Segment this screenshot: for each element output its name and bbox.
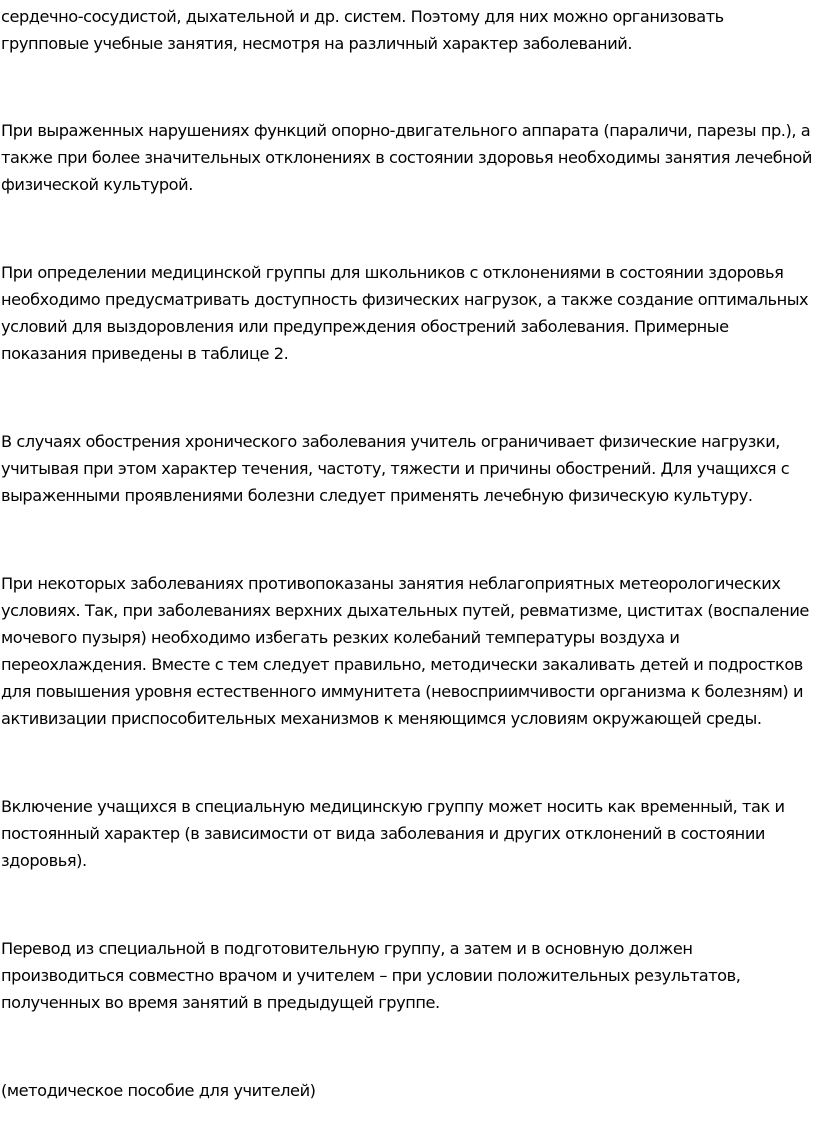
paragraph-weather-conditions: При некоторых заболеваниях противопоказаны занятия неблагоприятных метеорологических условиях. Так, при заболеваниях верхних дыхательных путей, ревматизме, циститах (воспаление мочевого пузыря) необходимо избегать резких колебаний температуры воздуха и переохлаждения. Вместе с тем следует правильно, методически закаливать детей и подростков для повышения уровня естественного иммунитета (невосприимчивости организма к болезням) и активизации приспособительных механизмов к меняющимся условиям окружающей среды.: [1, 574, 809, 728]
paragraph-medical-group: При определении медицинской группы для школьников с отклонениями в состоянии здоровья необходимо предусматривать доступность физических нагрузок, а также создание оптимальных условий для выздоровления или предупреждения обострений заболевания. Примерные показания приведены в таблице 2.: [1, 263, 809, 363]
paragraph-musculoskeletal: При выраженных нарушениях функций опорно-двигательного аппарата (параличи, парезы пр.), а также при более значительных отклонениях в состоянии здоровья необходимы занятия лечебной физической культурой.: [1, 121, 812, 194]
paragraph-chronic-exacerbation: В случаях обострения хронического заболевания учитель ограничивает физические нагрузки, учитывая при этом характер течения, частоту, тяжести и причины обострений. Для учащихся с выраженными проявлениями болезни следует применять лечебную физическую культуру.: [1, 432, 790, 505]
paragraph-continuation: сердечно-сосудистой, дыхательной и др. систем. Поэтому для них можно организовать групповые учебные занятия, несмотря на различный характер заболеваний.: [1, 7, 724, 53]
paragraph-source-note: (методическое пособие для учителей): [1, 1081, 316, 1100]
paragraph-group-inclusion: Включение учащихся в специальную медицинскую группу может носить как временный, так и постоянный характер (в зависимости от вида заболевания и других отклонений в состоянии здоровья).: [1, 797, 785, 870]
paragraph-group-transfer: Перевод из специальной в подготовительную группу, а затем и в основную должен производиться совместно врачом и учителем – при условии положительных результатов, полученных во время занятий в предыдущей группе.: [1, 939, 741, 1012]
